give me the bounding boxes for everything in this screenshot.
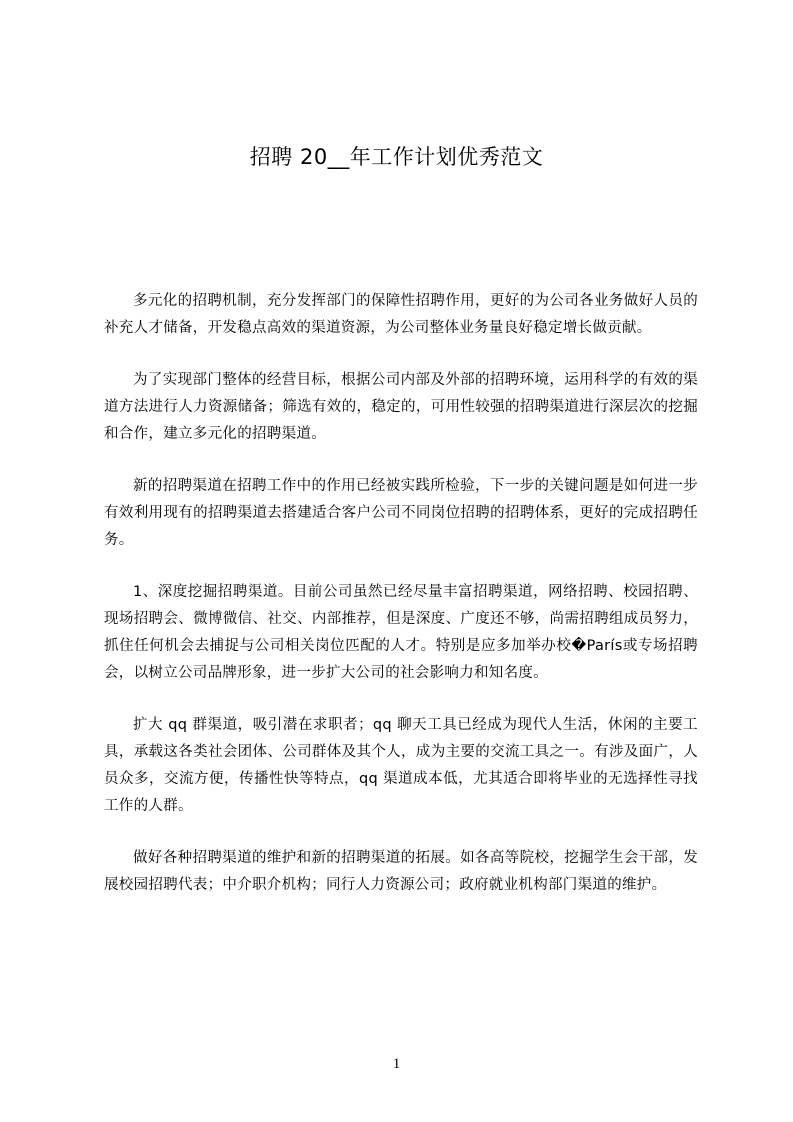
document-title: 招聘 20__年工作计划优秀范文 (249, 145, 544, 169)
paragraph-1: 多元化的招聘机制，充分发挥部门的保障性招聘作用，更好的为公司各业务做好人员的补充人才储备，开发稳点高效的渠道资源，为公司整体业务量良好稳定增长做贡献。 (104, 293, 698, 336)
document-body (104, 288, 698, 924)
paragraph-4: 1、深度挖掘招聘渠道。目前公司虽然已经尽量丰富招聘渠道，网络招聘、校园招聘、现场招聘会、微博微信、社交、内部推荐，但是深度、广度还不够，尚需招聘组成员努力，抓住任何机会去捕捉与公司相关岗位匹配的人才。特别是应多加举办校�París或专场招聘会，以树立公司品牌形象，进一步扩大公司的社会影响力和知名度。 (104, 584, 698, 681)
paragraph-5: 扩大 qq 群渠道，吸引潜在求职者；qq 聊天工具已经成为现代人生活，休闲的主要工具，承载这各类社会团体、公司群体及其个人，成为主要的交流工具之一。有涉及面广，人员众多，交流方便，传播性快等特点，qq 渠道成本低，尤其适合即将毕业的无选择性寻找工作的人群。 (104, 717, 698, 814)
page-number: 1 (392, 1056, 401, 1072)
paragraph-6: 做好各种招聘渠道的维护和新的招聘渠道的拓展。如各高等院校，挖掘学生会干部，发展校园招聘代表；中介职介机构；同行人力资源公司；政府就业机构部门渠道的维护。 (104, 850, 698, 893)
paragraph-3: 新的招聘渠道在招聘工作中的作用已经被实践所检验，下一步的关键问题是如何进一步有效利用现有的招聘渠道去搭建适合客户公司不同岗位招聘的招聘体系，更好的完成招聘任务。 (104, 478, 698, 548)
paragraph-2: 为了实现部门整体的经营目标，根据公司内部及外部的招聘环境，运用科学的有效的渠道方法进行人力资源储备；筛选有效的，稳定的，可用性较强的招聘渠道进行深层次的挖掘和合作，建立多元化的招聘渠道。 (104, 372, 698, 442)
